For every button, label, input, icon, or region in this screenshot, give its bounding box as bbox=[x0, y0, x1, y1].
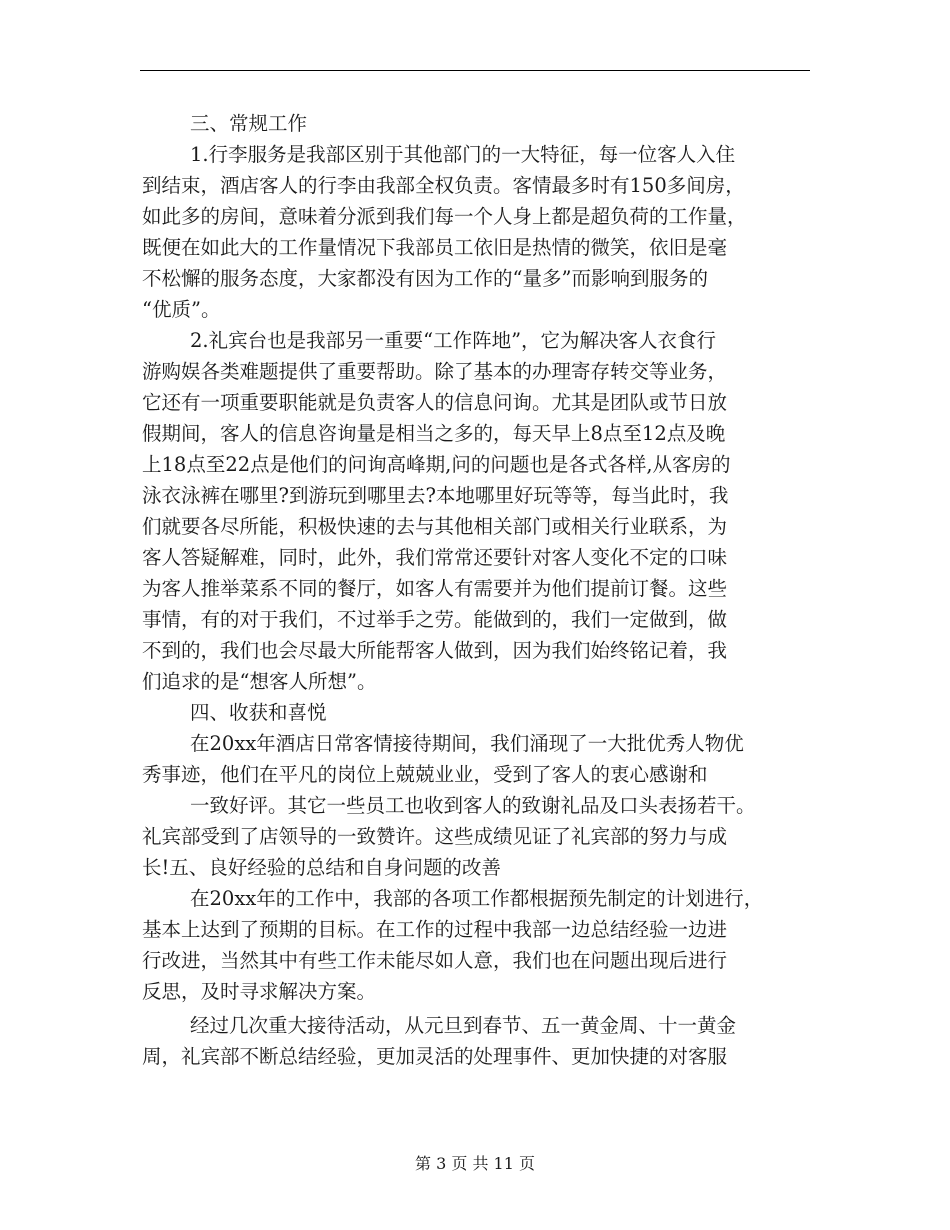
section-heading: 四、收获和喜悦 bbox=[190, 701, 327, 724]
paragraph-line: 秀事迹，他们在平凡的岗位上兢兢业业，受到了客人的衷心感谢和 bbox=[142, 763, 708, 786]
paragraph-line: 假期间，客人的信息咨询量是相当之多的，每天早上8点至12点及晚 bbox=[142, 422, 726, 445]
paragraph-line: 在20xx年酒店日常客情接待期间，我们涌现了一大批优秀人物优 bbox=[190, 732, 744, 755]
paragraph-line: 不到的，我们也会尽最大所能帮客人做到，因为我们始终铭记着，我 bbox=[142, 639, 728, 662]
paragraph-line: 事情，有的对于我们，不过举手之劳。能做到的，我们一定做到，做 bbox=[142, 608, 728, 631]
paragraph-line: 基本上达到了预期的目标。在工作的过程中我部一边总结经验一边进 bbox=[142, 918, 728, 941]
paragraph-line: 到结束，酒店客人的行李由我部全权负责。客情最多时有150多间房， bbox=[142, 174, 745, 197]
paragraph-line: 游购娱各类难题提供了重要帮助。除了基本的办理寄存转交等业务， bbox=[142, 360, 728, 383]
document-body bbox=[142, 108, 810, 1072]
header-rule bbox=[140, 70, 810, 71]
paragraph-line: 泳衣泳裤在哪里?到游玩到哪里去?本地哪里好玩等等，每当此时，我 bbox=[142, 484, 729, 507]
paragraph-line: 反思，及时寻求解决方案。 bbox=[142, 980, 377, 1003]
paragraph-line: 1.行李服务是我部区别于其他部门的一大特征，每一位客人入住 bbox=[190, 143, 736, 166]
page-number: 第 3 页 共 11 页 bbox=[415, 1154, 535, 1173]
paragraph-line: 上18点至22点是他们的问询高峰期,问的问题也是各式各样,从客房的 bbox=[142, 453, 731, 476]
paragraph-line: 行改进，当然其中有些工作未能尽如人意，我们也在问题出现后进行 bbox=[142, 949, 728, 972]
paragraph-line: 周，礼宾部不断总结经验，更加灵活的处理事件、更加快捷的对客服 bbox=[142, 1045, 728, 1068]
paragraph-line: “优质”。 bbox=[142, 298, 221, 321]
paragraph-line: 如此多的房间，意味着分派到我们每一个人身上都是超负荷的工作量， bbox=[142, 205, 747, 228]
paragraph-line: 们追求的是“想客人所想”。 bbox=[142, 670, 377, 693]
paragraph-line: 客人答疑解难，同时，此外，我们常常还要针对客人变化不定的口味 bbox=[142, 546, 728, 569]
paragraph-line: 们就要各尽所能，积极快速的去与其他相关部门或相关行业联系，为 bbox=[142, 515, 728, 538]
paragraph-line: 不松懈的服务态度，大家都没有因为工作的“量多”而影响到服务的 bbox=[142, 267, 708, 290]
paragraph-line: 一致好评。其它一些员工也收到客人的致谢礼品及口头表扬若干。 bbox=[190, 794, 756, 817]
paragraph-line: 经过几次重大接待活动，从元旦到春节、五一黄金周、十一黄金 bbox=[190, 1014, 737, 1037]
paragraph-line: 为客人推举菜系不同的餐厅，如客人有需要并为他们提前订餐。这些 bbox=[142, 577, 728, 600]
paragraph-line: 它还有一项重要职能就是负责客人的信息问询。尤其是团队或节日放 bbox=[142, 391, 728, 414]
paragraph-line: 既便在如此大的工作量情况下我部员工依旧是热情的微笑，依旧是毫 bbox=[142, 236, 728, 259]
paragraph-line: 2.礼宾台也是我部另一重要“工作阵地”，它为解决客人衣食行 bbox=[190, 329, 717, 352]
paragraph-line: 礼宾部受到了店领导的一致赞许。这些成绩见证了礼宾部的努力与成 bbox=[142, 825, 728, 848]
section-heading: 三、常规工作 bbox=[190, 112, 308, 135]
paragraph-line: 长!五、良好经验的总结和自身问题的改善 bbox=[142, 856, 501, 879]
paragraph-line: 在20xx年的工作中，我部的各项工作都根据预先制定的计划进行， bbox=[190, 887, 764, 910]
